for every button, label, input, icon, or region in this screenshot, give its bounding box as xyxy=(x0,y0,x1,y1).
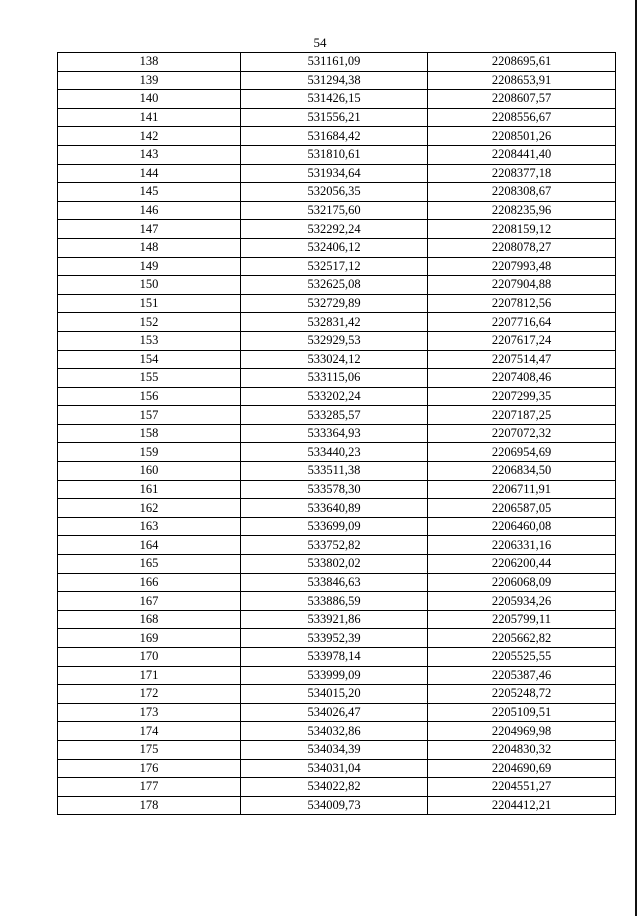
point-number-cell: 176 xyxy=(58,759,241,778)
x-coordinate-cell: 532517,12 xyxy=(241,257,428,276)
table-row xyxy=(58,555,616,574)
y-coordinate-cell: 2208607,57 xyxy=(428,90,616,109)
x-coordinate-cell: 533699,09 xyxy=(241,517,428,536)
table-row xyxy=(58,499,616,518)
point-number-cell: 143 xyxy=(58,145,241,164)
y-coordinate-cell: 2208159,12 xyxy=(428,220,616,239)
y-coordinate-cell: 2206711,91 xyxy=(428,480,616,499)
y-coordinate-cell: 2206200,44 xyxy=(428,555,616,574)
y-coordinate-cell: 2208441,40 xyxy=(428,145,616,164)
y-coordinate-cell: 2206834,50 xyxy=(428,462,616,481)
x-coordinate-cell: 533640,89 xyxy=(241,499,428,518)
x-coordinate-cell: 532929,53 xyxy=(241,331,428,350)
table-row xyxy=(58,685,616,704)
table-row xyxy=(58,722,616,741)
y-coordinate-cell: 2208235,96 xyxy=(428,201,616,220)
point-number-cell: 155 xyxy=(58,369,241,388)
y-coordinate-cell: 2204690,69 xyxy=(428,759,616,778)
point-number-cell: 156 xyxy=(58,387,241,406)
table-row xyxy=(58,369,616,388)
x-coordinate-cell: 534009,73 xyxy=(241,796,428,815)
y-coordinate-cell: 2205662,82 xyxy=(428,629,616,648)
x-coordinate-cell: 532292,24 xyxy=(241,220,428,239)
point-number-cell: 163 xyxy=(58,517,241,536)
table-row xyxy=(58,536,616,555)
x-coordinate-cell: 532406,12 xyxy=(241,238,428,257)
table-row xyxy=(58,517,616,536)
point-number-cell: 162 xyxy=(58,499,241,518)
point-number-cell: 175 xyxy=(58,740,241,759)
x-coordinate-cell: 534034,39 xyxy=(241,740,428,759)
x-coordinate-cell: 532056,35 xyxy=(241,183,428,202)
coordinates-table-body xyxy=(58,53,616,815)
y-coordinate-cell: 2205934,26 xyxy=(428,592,616,611)
x-coordinate-cell: 533921,86 xyxy=(241,610,428,629)
x-coordinate-cell: 534031,04 xyxy=(241,759,428,778)
table-row xyxy=(58,592,616,611)
x-coordinate-cell: 531684,42 xyxy=(241,127,428,146)
y-coordinate-cell: 2208501,26 xyxy=(428,127,616,146)
x-coordinate-cell: 533752,82 xyxy=(241,536,428,555)
y-coordinate-cell: 2208377,18 xyxy=(428,164,616,183)
x-coordinate-cell: 534032,86 xyxy=(241,722,428,741)
table-row xyxy=(58,778,616,797)
x-coordinate-cell: 532729,89 xyxy=(241,294,428,313)
table-row xyxy=(58,424,616,443)
table-row xyxy=(58,703,616,722)
y-coordinate-cell: 2206460,08 xyxy=(428,517,616,536)
table-row xyxy=(58,573,616,592)
x-coordinate-cell: 533952,39 xyxy=(241,629,428,648)
x-coordinate-cell: 533364,93 xyxy=(241,424,428,443)
x-coordinate-cell: 533202,24 xyxy=(241,387,428,406)
x-coordinate-cell: 534022,82 xyxy=(241,778,428,797)
point-number-cell: 138 xyxy=(58,53,241,72)
y-coordinate-cell: 2208556,67 xyxy=(428,108,616,127)
y-coordinate-cell: 2205387,46 xyxy=(428,666,616,685)
x-coordinate-cell: 533886,59 xyxy=(241,592,428,611)
table-row xyxy=(58,443,616,462)
point-number-cell: 166 xyxy=(58,573,241,592)
point-number-cell: 144 xyxy=(58,164,241,183)
table-row xyxy=(58,201,616,220)
y-coordinate-cell: 2207812,56 xyxy=(428,294,616,313)
y-coordinate-cell: 2205248,72 xyxy=(428,685,616,704)
y-coordinate-cell: 2207187,25 xyxy=(428,406,616,425)
x-coordinate-cell: 533440,23 xyxy=(241,443,428,462)
table-row xyxy=(58,796,616,815)
x-coordinate-cell: 531426,15 xyxy=(241,90,428,109)
y-coordinate-cell: 2208653,91 xyxy=(428,71,616,90)
table-row xyxy=(58,257,616,276)
point-number-cell: 177 xyxy=(58,778,241,797)
y-coordinate-cell: 2207072,32 xyxy=(428,424,616,443)
y-coordinate-cell: 2207993,48 xyxy=(428,257,616,276)
y-coordinate-cell: 2204969,98 xyxy=(428,722,616,741)
point-number-cell: 170 xyxy=(58,648,241,667)
x-coordinate-cell: 531556,21 xyxy=(241,108,428,127)
page-edge-line xyxy=(635,0,637,916)
x-coordinate-cell: 533578,30 xyxy=(241,480,428,499)
x-coordinate-cell: 534026,47 xyxy=(241,703,428,722)
point-number-cell: 158 xyxy=(58,424,241,443)
point-number-cell: 139 xyxy=(58,71,241,90)
y-coordinate-cell: 2207904,88 xyxy=(428,276,616,295)
table-row xyxy=(58,108,616,127)
x-coordinate-cell: 533115,06 xyxy=(241,369,428,388)
table-row xyxy=(58,331,616,350)
x-coordinate-cell: 531294,38 xyxy=(241,71,428,90)
table-row xyxy=(58,480,616,499)
point-number-cell: 145 xyxy=(58,183,241,202)
y-coordinate-cell: 2206587,05 xyxy=(428,499,616,518)
y-coordinate-cell: 2206331,16 xyxy=(428,536,616,555)
x-coordinate-cell: 532625,08 xyxy=(241,276,428,295)
table-row xyxy=(58,648,616,667)
page-number: 54 xyxy=(313,35,327,50)
table-row xyxy=(58,740,616,759)
y-coordinate-cell: 2206954,69 xyxy=(428,443,616,462)
point-number-cell: 147 xyxy=(58,220,241,239)
point-number-cell: 167 xyxy=(58,592,241,611)
y-coordinate-cell: 2208308,67 xyxy=(428,183,616,202)
x-coordinate-cell: 533024,12 xyxy=(241,350,428,369)
x-coordinate-cell: 533846,63 xyxy=(241,573,428,592)
x-coordinate-cell: 531934,64 xyxy=(241,164,428,183)
table-row xyxy=(58,387,616,406)
table-row xyxy=(58,238,616,257)
point-number-cell: 146 xyxy=(58,201,241,220)
x-coordinate-cell: 533999,09 xyxy=(241,666,428,685)
point-number-cell: 142 xyxy=(58,127,241,146)
point-number-cell: 165 xyxy=(58,555,241,574)
x-coordinate-cell: 531161,09 xyxy=(241,53,428,72)
table-row xyxy=(58,90,616,109)
x-coordinate-cell: 533285,57 xyxy=(241,406,428,425)
point-number-cell: 169 xyxy=(58,629,241,648)
point-number-cell: 168 xyxy=(58,610,241,629)
table-row xyxy=(58,759,616,778)
table-row xyxy=(58,294,616,313)
y-coordinate-cell: 2207299,35 xyxy=(428,387,616,406)
table-row xyxy=(58,183,616,202)
point-number-cell: 173 xyxy=(58,703,241,722)
x-coordinate-cell: 534015,20 xyxy=(241,685,428,704)
x-coordinate-cell: 533511,38 xyxy=(241,462,428,481)
table-row xyxy=(58,629,616,648)
x-coordinate-cell: 532831,42 xyxy=(241,313,428,332)
y-coordinate-cell: 2204830,32 xyxy=(428,740,616,759)
table-row xyxy=(58,220,616,239)
table-row xyxy=(58,127,616,146)
point-number-cell: 140 xyxy=(58,90,241,109)
y-coordinate-cell: 2208695,61 xyxy=(428,53,616,72)
y-coordinate-cell: 2205109,51 xyxy=(428,703,616,722)
x-coordinate-cell: 533802,02 xyxy=(241,555,428,574)
point-number-cell: 151 xyxy=(58,294,241,313)
point-number-cell: 164 xyxy=(58,536,241,555)
table-row xyxy=(58,350,616,369)
table-row xyxy=(58,406,616,425)
point-number-cell: 157 xyxy=(58,406,241,425)
y-coordinate-cell: 2206068,09 xyxy=(428,573,616,592)
x-coordinate-cell: 533978,14 xyxy=(241,648,428,667)
table-row xyxy=(58,164,616,183)
point-number-cell: 141 xyxy=(58,108,241,127)
y-coordinate-cell: 2204412,21 xyxy=(428,796,616,815)
x-coordinate-cell: 532175,60 xyxy=(241,201,428,220)
point-number-cell: 153 xyxy=(58,331,241,350)
y-coordinate-cell: 2207514,47 xyxy=(428,350,616,369)
table-row xyxy=(58,145,616,164)
table-row xyxy=(58,53,616,72)
y-coordinate-cell: 2205799,11 xyxy=(428,610,616,629)
point-number-cell: 178 xyxy=(58,796,241,815)
y-coordinate-cell: 2207408,46 xyxy=(428,369,616,388)
y-coordinate-cell: 2208078,27 xyxy=(428,238,616,257)
point-number-cell: 160 xyxy=(58,462,241,481)
point-number-cell: 152 xyxy=(58,313,241,332)
y-coordinate-cell: 2207716,64 xyxy=(428,313,616,332)
table-row xyxy=(58,462,616,481)
point-number-cell: 171 xyxy=(58,666,241,685)
point-number-cell: 174 xyxy=(58,722,241,741)
table-row xyxy=(58,276,616,295)
point-number-cell: 154 xyxy=(58,350,241,369)
point-number-cell: 148 xyxy=(58,238,241,257)
table-row xyxy=(58,666,616,685)
x-coordinate-cell: 531810,61 xyxy=(241,145,428,164)
table-row xyxy=(58,71,616,90)
point-number-cell: 149 xyxy=(58,257,241,276)
point-number-cell: 172 xyxy=(58,685,241,704)
table-row xyxy=(58,313,616,332)
point-number-cell: 150 xyxy=(58,276,241,295)
y-coordinate-cell: 2204551,27 xyxy=(428,778,616,797)
point-number-cell: 161 xyxy=(58,480,241,499)
table-row xyxy=(58,610,616,629)
y-coordinate-cell: 2207617,24 xyxy=(428,331,616,350)
point-number-cell: 159 xyxy=(58,443,241,462)
coordinates-table xyxy=(57,52,616,815)
y-coordinate-cell: 2205525,55 xyxy=(428,648,616,667)
